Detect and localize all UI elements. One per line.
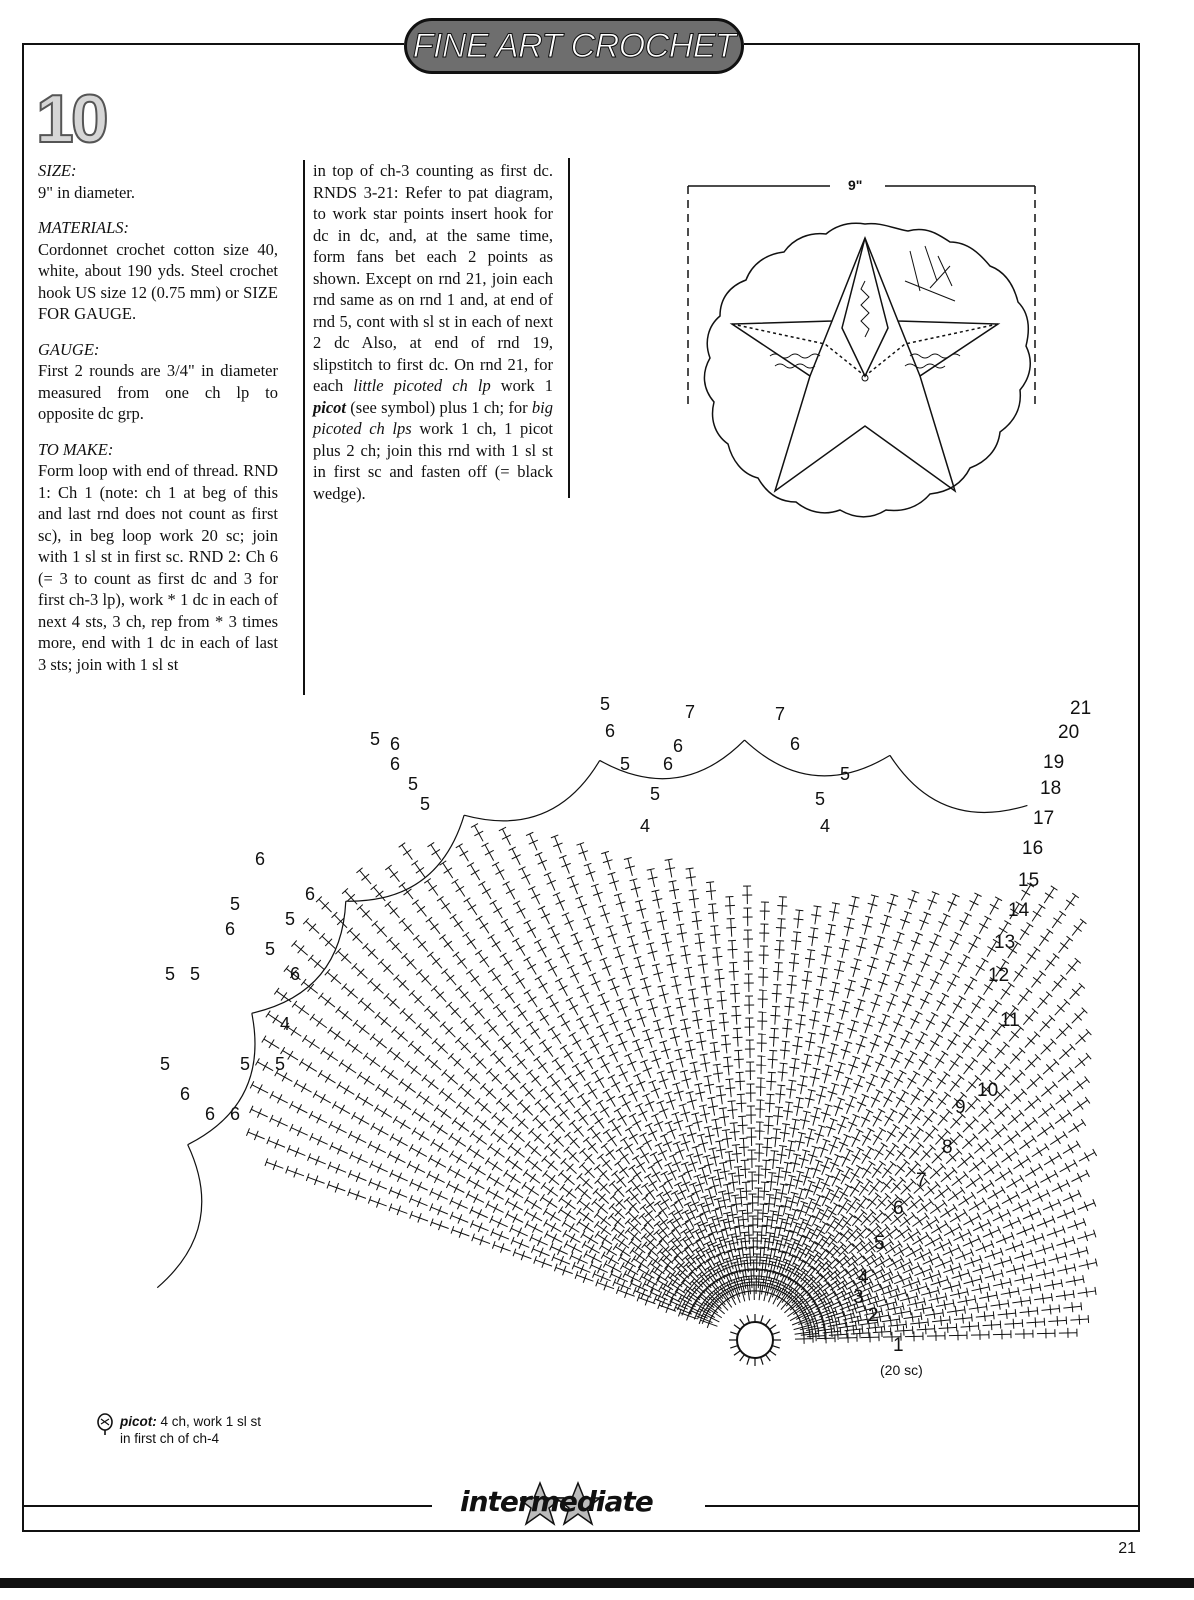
size-heading: SIZE: — [38, 161, 77, 180]
legend-text-line1: 4 ch, work 1 sl st — [156, 1414, 262, 1429]
row-label-19: 19 — [1043, 752, 1065, 773]
chain-count-number: 5 — [285, 909, 296, 929]
chain-count-number: 6 — [390, 734, 401, 754]
chain-count-number: 7 — [685, 702, 696, 722]
schematic-size-label: 9" — [848, 177, 863, 193]
doily-schematic — [680, 176, 1050, 556]
chain-count-number: 5 — [165, 964, 176, 984]
row-label-14: 14 — [1008, 900, 1030, 921]
to-make-text: Form loop with end of thread. RND 1: Ch 1 (note: ch 1 at beg of this and last rnd does not count as first sc), in beg loop work 20 sc; join with 1 sl st in first sc. RND 2: Ch 6 (= 3 to count as first dc and 3 for first ch-3 lp), work * 1 dc in each of next 4 sts, 3 ch, rep from * 3 times more, end with 1 dc in each of last 3 sts; join with 1 sl st — [38, 461, 278, 674]
chain-count-number: 6 — [663, 754, 674, 774]
chain-count-number: 4 — [640, 816, 651, 836]
materials-heading: MATERIALS: — [38, 218, 130, 237]
chain-count-number: 6 — [225, 919, 236, 939]
row-label-15: 15 — [1018, 870, 1040, 891]
materials-text: Cordonnet crochet cotton size 40, white, about 190 yds. Steel crochet hook US size 12 (0.75 mm) or SIZE FOR GAUGE. — [38, 239, 278, 323]
row-label-4: 4 — [858, 1267, 869, 1288]
chain-count-number: 5 — [240, 1054, 251, 1074]
chain-count-number: 5 — [620, 754, 631, 774]
row-label-8: 8 — [942, 1137, 953, 1158]
footer-rule-right — [705, 1505, 1140, 1507]
gauge-text: First 2 rounds are 3/4" in diameter measured from one ch lp to opposite dc grp. — [38, 361, 278, 423]
row-label-21: 21 — [1070, 698, 1092, 719]
to-make-heading: TO MAKE: — [38, 439, 114, 459]
chain-count-number: 5 — [370, 729, 381, 749]
row-label-18: 18 — [1040, 778, 1062, 799]
bottom-bar — [0, 1578, 1194, 1588]
chain-count-number: 6 — [180, 1084, 191, 1104]
footer-rule-left — [22, 1505, 432, 1507]
mid-text-b: work 1 — [490, 376, 553, 395]
chain-count-number: 6 — [605, 721, 616, 741]
chain-count-number: 6 — [390, 754, 401, 774]
chain-count-number: 5 — [265, 939, 276, 959]
pattern-number: 10 — [36, 81, 106, 157]
row-label-12: 12 — [988, 965, 1010, 986]
chain-count-number: 5 — [840, 764, 851, 784]
chain-count-number: 5 — [160, 1054, 171, 1074]
mid-bold-picot: picot — [313, 397, 346, 417]
chain-count-number: 6 — [230, 1104, 241, 1124]
title-banner — [404, 18, 744, 74]
page-title: FINE ART CROCHET — [412, 26, 736, 65]
chain-count-number: 5 — [230, 894, 241, 914]
chain-count-number: 5 — [275, 1054, 286, 1074]
size-text: 9" in diameter. — [38, 182, 136, 202]
crochet-chart-diagram — [40, 600, 1140, 1480]
row-label-10: 10 — [977, 1080, 999, 1101]
mid-text-c: (see symbol) plus 1 ch; for — [346, 397, 532, 417]
stitch-count-label: (20 sc) — [880, 1362, 923, 1378]
gauge-heading: GAUGE: — [38, 339, 100, 359]
legend-text-line2: in first ch of ch-4 — [120, 1431, 220, 1446]
chain-count-number: 5 — [408, 774, 419, 794]
legend — [96, 1413, 261, 1447]
row-label-1: 1 — [893, 1335, 904, 1356]
chain-count-number: 4 — [280, 1014, 291, 1034]
chain-count-number: 5 — [420, 794, 431, 814]
chain-count-number: 7 — [775, 704, 786, 724]
row-label-2: 2 — [868, 1305, 879, 1326]
difficulty-level: intermediate — [460, 1485, 653, 1518]
mid-italic-1: little picoted ch lp — [353, 376, 491, 395]
row-label-17: 17 — [1033, 808, 1055, 829]
chain-count-number: 6 — [205, 1104, 216, 1124]
column-divider-right — [568, 158, 570, 498]
row-label-3: 3 — [853, 1287, 864, 1308]
chain-count-number: 6 — [790, 734, 801, 754]
row-label-5: 5 — [874, 1233, 885, 1254]
row-label-7: 7 — [916, 1170, 927, 1191]
row-label-6: 6 — [893, 1198, 904, 1219]
chain-count-number: 6 — [673, 736, 684, 756]
chain-count-number: 6 — [290, 964, 301, 984]
chain-count-number: 5 — [650, 784, 661, 804]
row-label-16: 16 — [1022, 838, 1044, 859]
row-label-9: 9 — [955, 1097, 966, 1118]
row-label-13: 13 — [994, 932, 1016, 953]
chain-count-number: 5 — [815, 789, 826, 809]
page-number: 21 — [1118, 1540, 1136, 1557]
mid-italic-2: big picoted ch lps — [313, 397, 553, 438]
chain-count-number: 6 — [255, 849, 266, 869]
chain-count-number: 5 — [600, 694, 611, 714]
row-label-20: 20 — [1058, 722, 1080, 743]
picot-icon — [96, 1413, 114, 1435]
mid-text-a: in top of ch-3 counting as first dc. RNDS 3-21: Refer to pat diagram, to work star points insert hook for dc in dc, and, at the same time, form fans bet each 2 points as shown. Except on rnd 21, join each rnd same as on rnd 1 and, at end of rnd 5, cont with sl st in each of next 2 dc Also, at end of rnd 19, slipstitch to first dc. On rnd 21, for each — [313, 161, 553, 395]
chain-count-number: 5 — [190, 964, 201, 984]
mid-text-d: work 1 ch, 1 picot plus 2 ch; join this rnd with 1 sl st in first sc and fasten off (= black wedge). — [313, 419, 553, 503]
row-label-11: 11 — [1000, 1010, 1020, 1031]
chain-count-number: 6 — [305, 884, 316, 904]
chain-count-number: 4 — [820, 816, 831, 836]
legend-symbol-name: picot: — [120, 1414, 157, 1429]
instructions-middle-column — [313, 160, 553, 518]
